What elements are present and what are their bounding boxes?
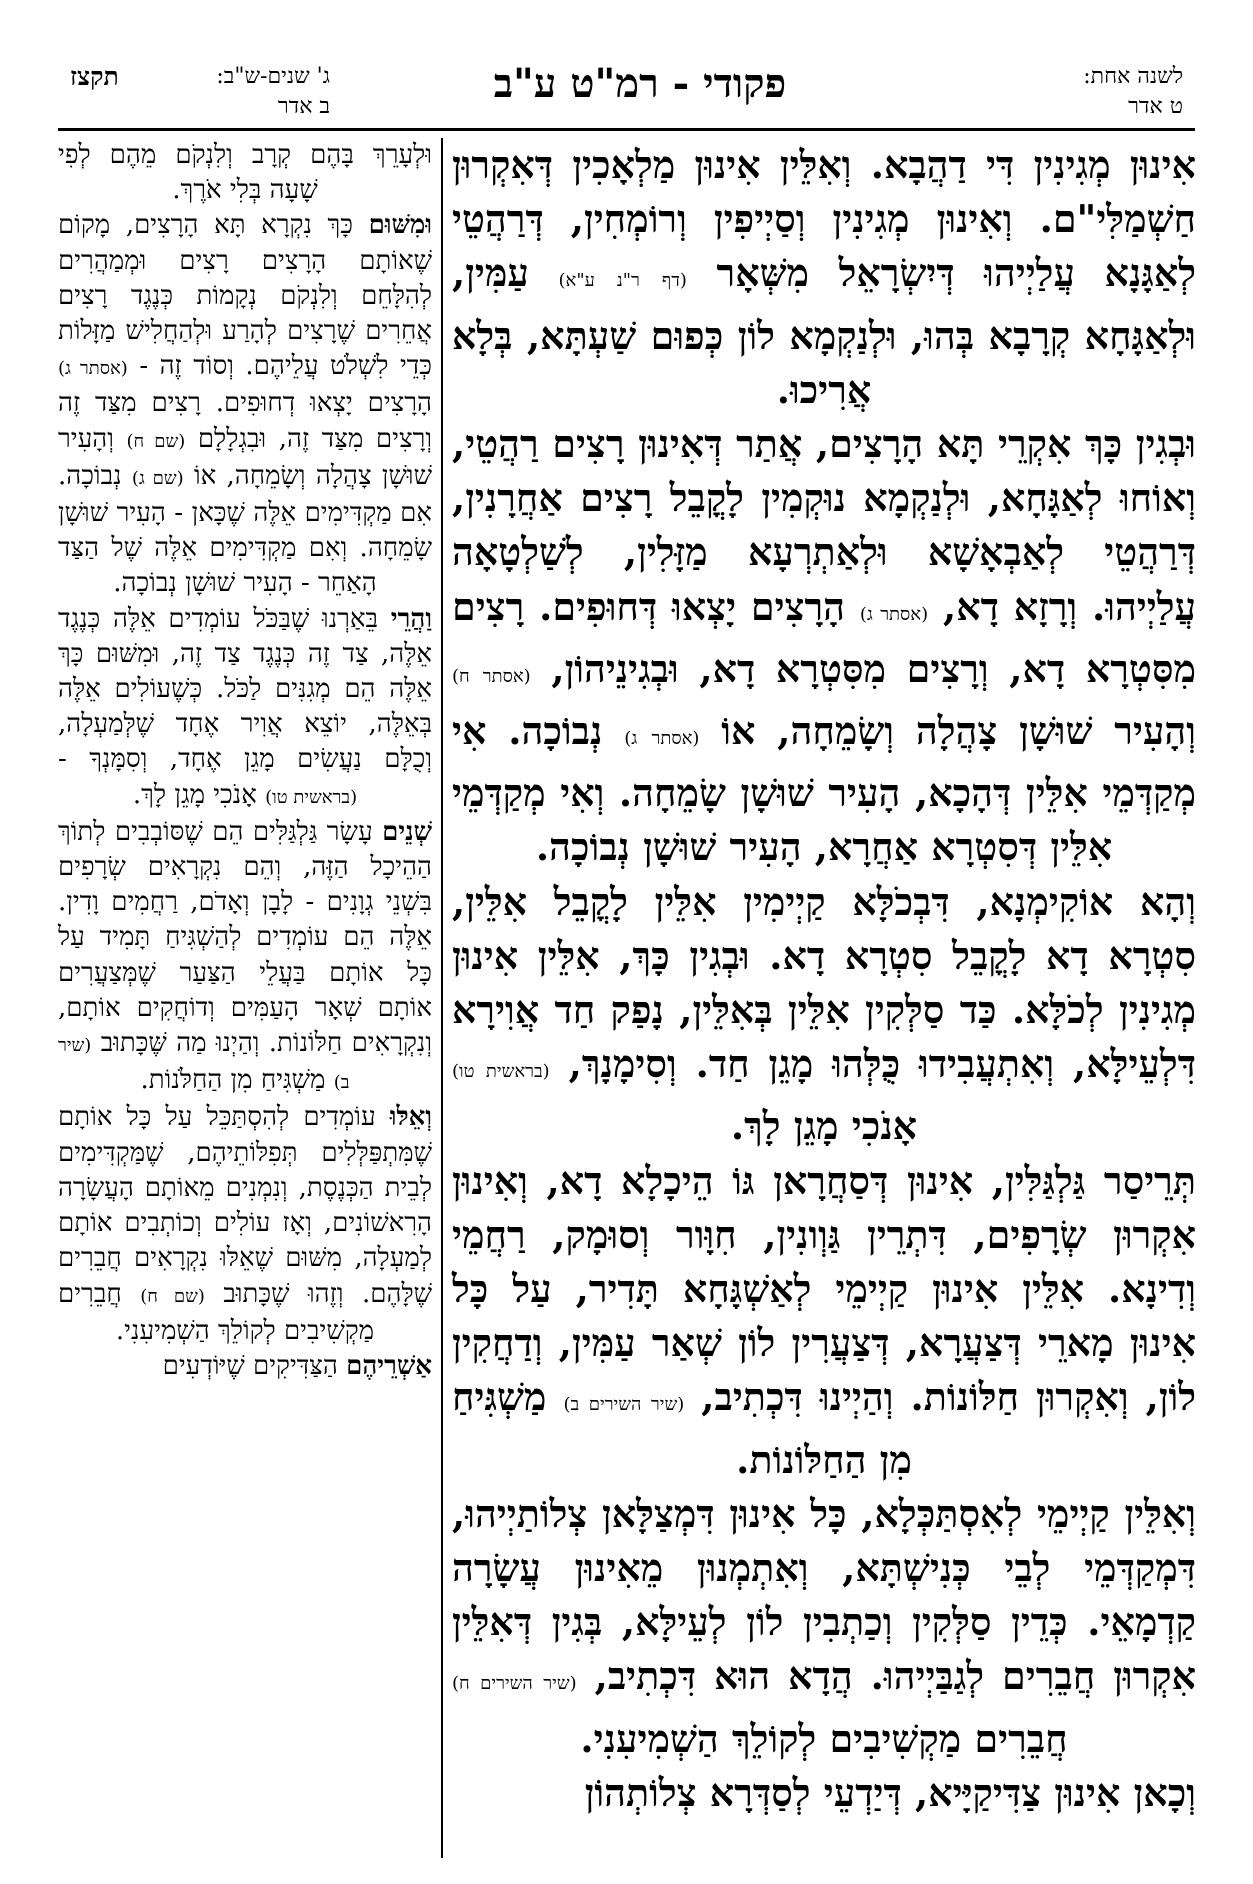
- main-paragraph-2: וּבְגִין כָּךְ אִקְרֵי תָּא הָרָצִים, אֲתַר דְּאִינוּן רָצִים רַהֲטֵי, וְאוֹחוּ לְאַגָּחָא, וּלְנַקְמָא נוּקְמִין לָקֳבֵל רָצִים אַחֲרָנִין, דְּרַהֲטֵי לְאַבְאָשָׁא וּלְאַתְרְעָא מַזָּלִין, לְשַׁלְטָאָה עֲלַיְיהוּ. וְרָזָא דָא, (אסתר ג) הָרָצִים יָצְאוּ דְּחוּפִים. רָצִים מִסִּטְרָא דָא, וְרָצִים מִסִּטְרָא דָא, וּבְגִינֵיהוֹן, (אסתר ח) וְהָעִיר שׁוּשָׁן צָהֲלָה וְשָׂמֵחָה, אוֹ (אסתר ג) נְבוֹכָה. אִי מְקַדְּמֵי אִלֵּין דְּהָכָא, הָעִיר שׁוּשָׁן שָׂמֵחָה. וְאִי מְקַדְּמֵי אִלֵּין דְּסִטְרָא אַחֲרָא, הָעִיר שׁוּשָׁן נְבוֹכָה.: [452, 421, 1197, 870]
- main-paragraph-5: וְאִלֵּין קַיְימֵי לְאִסְתַּכְּלָא, כָּל אִינוּן דִּמְצַלָּאן צְלוֹתַיְיהוּ, דִּמְקַדְּמֵי לְבֵי כְּנִישְׁתָּא, וְאִתְמְנוּן מֵאִינוּן עֲשָׂרָה קַדְמָאֵי. כְּדֵין סַלְּקִין וְכַתְבִין לוֹן לְעֵילָּא, בְּגִין דְּאִלֵּין אִקְרוּן חֲבֵרִים לְגַבַּיְיהוּ. הֲדָא הוּא דִּכְתִיב, (שיר השירים ח) חֲבֵרִים מַקְשִׁיבִים לְקוֹלֵךְ הַשְׁמִיעִנִי.: [452, 1490, 1197, 1761]
- side-paragraph-1: וּלְעָרֵךְ בָּהֶם קְרָב וְלִנְקֹם מֵהֶם לְפִי שָׁעָה בְּלִי אֹרֶךְ.: [58, 140, 432, 206]
- three-year-date: ב אדר: [277, 94, 330, 119]
- side-paragraph-5: וְאֵלּוּ עוֹמְדִים לְהִסְתַּכֵּל עַל כָּל אוֹתָם שֶׁמִּתְפַּלְּלִים תְּפִלּוֹתֵיהֶם, שֶׁמַּקְדִּימִים לְבֵית הַכְּנֶסֶת, וְנִמְנִים מֵאוֹתָם הָעֲשָׂרָה הָרִאשׁוֹנִים, וְאָז עוֹלִים וְכוֹתְבִים אוֹתָם לְמַעְלָה, מִשּׁוּם שֶׁאֵלּוּ נִקְרָאִים חֲבֵרִים שֶׁלָּהֶם. וְזֶהוּ שֶׁכָּתוּב (שם ח) חֲבֵרִים מַקְשִׁיבִים לְקוֹלֵךְ הַשְׁמִיעִנִי.: [58, 1102, 433, 1346]
- citation: (שיר השירים ח): [452, 1673, 577, 1695]
- main-paragraph-4: תְּרֵיסַר גַּלְגַּלִּין, אִינוּן דְּסַחֲרָאן גּוֹ הֵיכָלָא דָא, וְאִינוּן אִקְרוּן שְׂרָפִים, דִּתְרֵין גַּוְונִין, חִוָּור וְסוּמָק, רַחֲמֵי וְדִינָא. אִלֵּין אִינוּן קַיְימֵי לְאַשְׁגָּחָא תָּדִיר, עַל כָּל אִינוּן מָארֵי דְּצַעֲרָא, דְּצַעֲרִין לוֹן שְׁאַר עַמִּין, וְדַחֲקִין לוֹן, וְאִקְרוּן חַלּוֹנוֹת. וְהַיְינוּ דִּכְתִיב, (שיר השירים ב) מַשְׁגִּיחַ מִן הַחַלּוֹנוֹת.: [452, 1157, 1197, 1482]
- citation: (בראשית טו): [452, 1061, 550, 1083]
- lead-word: אַשְׁרֵיהֶם: [346, 1350, 432, 1381]
- column-divider: [441, 138, 443, 1858]
- main-text-column: [452, 138, 1196, 1858]
- side-paragraph-4: שְׁנֵים עָשָׂר גַּלְגַּלִּים הֵם שֶׁסּוֹבְבִים לְתוֹךְ הַהֵיכָל הַזֶּה, וְהֵם נִקְרָאִים שְׂרָפִים בִּשְׁנֵי גְוָנִים - לָבָן וְאָדֹם, רַחֲמִים וָדִין. אֵלֶּה הֵם עוֹמְדִים לְהַשְׁגִּיחַ תָּמִיד עַל כָּל אוֹתָם בַּעֲלֵי הַצַּעַר שֶׁמְּצַעֲרִים אוֹתָם שְׁאָר הָעַמִּים וְדוֹחֲקִים אוֹתָם, וְנִקְרָאִים חַלּוֹנוֹת. וְהַיְנוּ מַה שֶּׁכָּתוּב (שיר ב) מַשְׁגִּיחַ מִן הַחַלֹּנוֹת.: [58, 816, 433, 1096]
- citation: (אסתר ח): [452, 665, 531, 687]
- citation: (שם ח): [140, 1285, 205, 1307]
- citation: (אסתר ג): [859, 603, 929, 625]
- citation: (שם ח): [126, 430, 186, 452]
- three-year-label: ג' שנים-ש"ב:: [216, 64, 330, 89]
- citation: (שיר ב): [58, 1035, 350, 1094]
- page-title: פקודי - רמ"ט ע"ב: [493, 60, 787, 107]
- lead-word: וְאֵלּוּ: [389, 1102, 432, 1133]
- page-number: תקצז: [70, 62, 119, 91]
- header-rule: [58, 128, 1195, 131]
- lead-word: וּמִשּׁוּם: [368, 210, 432, 241]
- main-paragraph-6: וְכָאן אִינוּן צַדִּיקַיָּיא, דְּיַדְעֵי לְסַדְּרָא צְלוֹתְהוֹן: [584, 1769, 1196, 1815]
- citation: (שיר השירים ב): [563, 1394, 685, 1416]
- main-paragraph-3: וְהָא אוֹקִימְנָא, דִּבְכֹלָּא קַיְימִין אִלֵּין לָקֳבֵל אִלֵּין, סִטְרָא דָא לָקֳבֵל סִטְרָא דָא. וּבְגִין כָּךְ, אִלֵּין אִינוּן מְגִינִין לְכֹלָּא. כַּד סַלְּקִין אִלֵּין בְּאִלֵּין, נָפַק חַד אֲוִירָא דִּלְעֵילָּא, וְאִתְעֲבִידוּ כֻּלְּהוּ מָגֵן חַד. וְסִימָנָךְ, (בראשית טו) אָנֹכִי מָגֵן לָךְ.: [452, 878, 1196, 1149]
- one-year-schedule: [1083, 62, 1183, 122]
- lead-word: וַהֲרֵי: [390, 603, 432, 634]
- three-year-schedule: [130, 62, 330, 122]
- citation: (בראשית טו): [265, 786, 358, 808]
- citation: (שם ג): [131, 467, 184, 489]
- lead-word: שְׁנֵים: [382, 816, 432, 847]
- translation-column: [58, 138, 432, 1858]
- side-paragraph-3: וַהֲרֵי בֵּאַרְנוּ שֶׁבַּכֹּל עוֹמְדִים אֵלֶּה כְּנֶגֶד אֵלֶּה, צַד זֶה כְּנֶגֶד צַד זֶה, וּמִשּׁוּם כָּךְ אֵלֶּה הֵם מְגִנִּים לַכֹּל. כְּשֶׁעוֹלִים אֵלֶּה בְּאֵלֶּה, יוֹצֵא אֲוִיר אֶחָד שֶׁלְּמַעְלָה, וְכֻלָּם נַעֲשִׂים מָגֵן אֶחָד, וְסִמָּנְךָ - (בראשית טו) אָנֹכִי מָגֵן לָךְ.: [58, 603, 432, 810]
- citation: (אסתר ג): [624, 728, 700, 750]
- side-paragraph-6: אַשְׁרֵיהֶם הַצַּדִּיקִים שֶׁיּוֹדְעִים: [162, 1350, 432, 1381]
- page-header: [0, 58, 1253, 128]
- citation: (אסתר ג): [58, 358, 128, 380]
- main-paragraph-1: אִינוּן מְגִינִין דִּי דַהֲבָא. וְאִלֵּין אִינוּן מַלְאָכִין דְּאִקְרוּן חַשְׁמַלִּי"ם. וְאִינוּן מְגִינִין וְסַיְיפִין וְרוֹמְחִין, דְּרַהֲטֵי לְאַגָּנָא עֲלַיְיהוּ דְּיִשְׂרָאֵל מִשְּׁאָר (דף ר"נ ע"א) עַמִּין, וּלְאַגָּחָא קְרָבָא בְּהוּ, וּלְנַקְמָא לוֹן כְּפוּם שַׁעְתָּא, בְּלָא אֲרִיכוּ.: [452, 142, 1197, 412]
- one-year-date: ט אדר: [1128, 94, 1183, 119]
- one-year-label: לשנה אחת:: [1083, 64, 1183, 89]
- side-paragraph-2: וּמִשּׁוּם כָּךְ נִקְרָא תָּא הָרָצִים, מָקוֹם שֶׁאוֹתָם הָרָצִים רָצִים וּמְמַהֲרִים לְהִלָּחֵם וְלִנְקֹם נְקָמוֹת כְּנֶגֶד רָצִים אֲחֵרִים שֶׁרָצִים לְהָרַע וּלְהַחֲלִישׁ מַזָּלוֹת כְּדֵי לִשְׁלֹט עֲלֵיהֶם. וְסוֹד זֶה - (אסתר ג) הָרָצִים יָצְאוּ דְחוּפִים. רָצִים מִצַּד זֶה וְרָצִים מִצַּד זֶה, וּבִגְלָלָם (שם ח) וְהָעִיר שׁוּשָׁן צָהֲלָה וְשָׂמֵחָה, אוֹ (שם ג) נְבוֹכָה. אִם מַקְדִּימִים אֵלֶּה שֶׁכָּאן - הָעִיר שׁוּשָׁן שָׂמֵחָה. וְאִם מַקְדִּימִים אֵלֶּה שֶׁל הַצַּד הָאַחֵר - הָעִיר שׁוּשָׁן נְבוֹכָה.: [58, 210, 432, 599]
- citation: (דף ר"נ ע"א): [558, 270, 687, 292]
